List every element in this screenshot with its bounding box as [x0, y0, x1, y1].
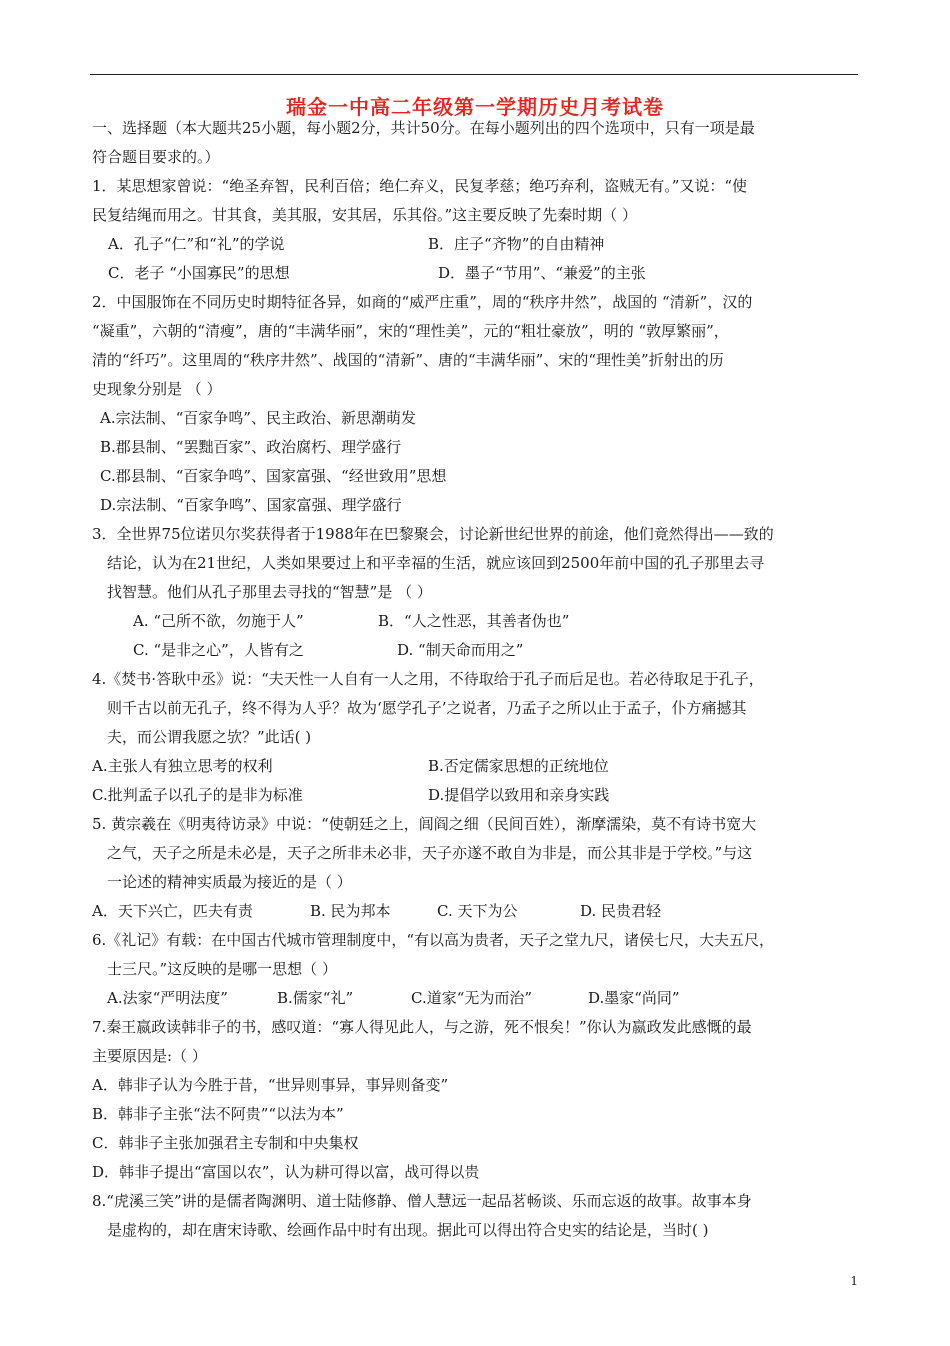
text-line: A．天下兴亡，匹夫有责 — [92, 902, 253, 920]
text-line: C.郡县制、“百家争鸣”、国家富强、“经世致用”思想 — [100, 467, 447, 485]
text-line: A.法家“严明法度” — [107, 989, 228, 1007]
text-line: 是虚构的，却在唐宋诗歌、绘画作品中时有出现。据此可以得出符合史实的结论是，当时( ) — [107, 1221, 709, 1239]
text-line: 之气，天子之所是未必是，天子之所非未必非，天子亦遂不敢自为非是，而公其非是于学校。”与这 — [107, 844, 753, 862]
text-line: A.宗法制、“百家争鸣”、民主政治、新思潮萌发 — [100, 409, 416, 427]
text-line: C.道家“无为而治” — [411, 989, 533, 1007]
text-line: A. “己所不欲，勿施于人” — [133, 612, 304, 630]
text-line: D. “制天命而用之” — [397, 641, 524, 659]
text-line: 士三尺。”这反映的是哪一思想（ ） — [107, 960, 337, 978]
text-line: 5. 黄宗羲在《明夷待访录》中说：“使朝廷之上，闾阎之细（民间百姓），渐摩濡染，莫不有诗书宽大 — [92, 815, 757, 833]
header-rule — [90, 74, 858, 75]
text-line: 一论述的精神实质最为接近的是（ ） — [107, 873, 352, 891]
text-line: 民复结绳而用之。甘其食，美其服，安其居，乐其俗。”这主要反映了先秦时期（ ） — [92, 206, 637, 224]
text-line: 史现象分别是 （ ） — [92, 380, 222, 398]
text-line: D．墨子“节用”、“兼爱”的主张 — [438, 264, 646, 282]
text-line: 7.秦王嬴政读韩非子的书，感叹道：“寡人得见此人，与之游，死不恨矣！”你认为嬴政发此感慨的最 — [92, 1018, 752, 1036]
text-line: B．庄子“齐物”的自由精神 — [428, 235, 605, 253]
text-line: A.主张人有独立思考的权利 — [92, 757, 273, 775]
text-line: 符合题目要求的。） — [92, 148, 220, 166]
text-line: 结论，认为在21世纪，人类如果要过上和平幸福的生活，就应该回到2500年前中国的孔子那里去寻 — [107, 554, 765, 572]
text-line: 主要原因是:（ ） — [92, 1047, 207, 1065]
text-line: 一、选择题（本大题共25小题，每小题2分，共计50分。在每小题列出的四个选项中，只有一项是最 — [92, 119, 755, 137]
text-line: C.批判孟子以孔子的是非为标准 — [92, 786, 303, 804]
text-line: C. “是非之心”，人皆有之 — [133, 641, 304, 659]
text-line: C．老子 “小国寡民”的思想 — [108, 264, 290, 282]
text-line: 8.“虎溪三笑”讲的是儒者陶渊明、道士陆修静、僧人慧远一起品茗畅谈、乐而忘返的故事。故事本身 — [92, 1192, 752, 1210]
text-line: 4.《焚书·答耿中丞》说：“夫天性一人自有一人之用，不待取给于孔子而后足也。若必待取足于孔子， — [92, 670, 764, 688]
text-line: D.墨家“尚同” — [588, 989, 680, 1007]
text-line: D.提倡学以致用和亲身实践 — [428, 786, 610, 804]
text-line: 夫，而公谓我愿之欤？”此话( ) — [107, 728, 312, 746]
text-line: B.否定儒家思想的正统地位 — [428, 757, 609, 775]
text-line: D.宗法制、“百家争鸣”、国家富强、理学盛行 — [100, 496, 402, 514]
text-line: 找智慧。他们从孔子那里去寻找的“智慧”是 （ ） — [107, 583, 432, 601]
text-line: B．“人之性恶，其善者伪也” — [378, 612, 570, 630]
text-line: A．孔子“仁”和“礼”的学说 — [108, 235, 285, 253]
page-number: 1 — [850, 1274, 858, 1288]
text-line: B．韩非子主张“法不阿贵”“以法为本” — [92, 1105, 344, 1123]
text-line: 3．全世界75位诺贝尔奖获得者于1988年在巴黎聚会，讨论新世纪世界的前途，他们竟然得出——致的 — [92, 525, 774, 543]
text-line: 则千古以前无孔子，终不得为人乎？故为‘愿学孔子’之说者，乃孟子之所以止于孟子，仆方痛撼其 — [107, 699, 747, 717]
text-line: 清的“纤巧”。这里周的“秩序井然”、战国的“清新”、唐的“丰满华丽”、宋的“理性美”折射出的历 — [92, 351, 724, 369]
text-line: B.郡县制、“罢黜百家”、政治腐朽、理学盛行 — [100, 438, 402, 456]
text-line: D. 民贵君轻 — [580, 902, 662, 920]
text-line: 2．中国服饰在不同历史时期特征各异，如商的“威严庄重”，周的“秩序井然”，战国的 “清新”，汉的 — [92, 293, 753, 311]
text-line: B.儒家“礼” — [277, 989, 354, 1007]
text-line: C．韩非子主张加强君主专制和中央集权 — [92, 1134, 359, 1152]
exam-title: 瑞金一中高二年级第一学期历史月考试卷 — [286, 95, 664, 119]
text-line: “凝重”，六朝的“清瘦”，唐的“丰满华丽”，宋的“理性美”，元的“粗壮豪放”，明的 “敦厚繁丽”， — [92, 322, 729, 340]
text-line: B. 民为邦本 — [310, 902, 391, 920]
text-line: D．韩非子提出“富国以农”，认为耕可得以富，战可得以贵 — [92, 1163, 480, 1181]
text-line: 1．某思想家曾说：“绝圣弃智，民利百倍；绝仁弃义，民复孝慈；绝巧弃利，盗贼无有。”又说：“使 — [92, 177, 748, 195]
text-line: A．韩非子认为今胜于昔，“世异则事异，事异则备变” — [92, 1076, 449, 1094]
text-line: 6.《礼记》有载：在中国古代城市管理制度中，“有以高为贵者，天子之堂九尺，诸侯七尺，大夫五尺， — [92, 931, 774, 949]
text-line: C. 天下为公 — [437, 902, 518, 920]
